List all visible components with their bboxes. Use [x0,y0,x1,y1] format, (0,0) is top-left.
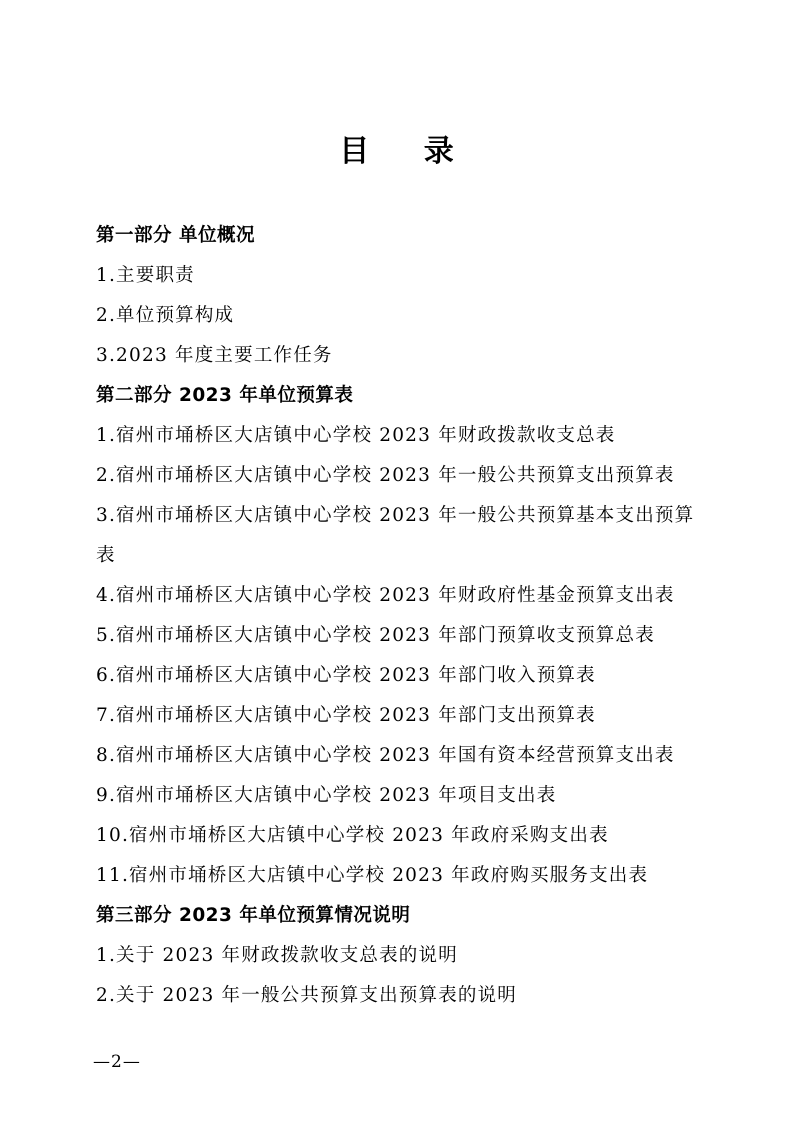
toc-item: 1.主要职责 [96,265,195,286]
toc-item: 2.宿州市埇桥区大店镇中心学校 2023 年一般公共预算支出预算表 [96,465,675,486]
toc-item: 7.宿州市埇桥区大店镇中心学校 2023 年部门支出预算表 [96,705,596,726]
toc-item: 5.宿州市埇桥区大店镇中心学校 2023 年部门预算收支预算总表 [96,625,655,646]
page-number: —2— [93,1052,141,1072]
toc-item: 2.单位预算构成 [96,305,235,326]
toc-item: 1.关于 2023 年财政拨款收支总表的说明 [96,945,458,966]
toc-item: 3.2023 年度主要工作任务 [96,345,333,366]
page-title: 目 录 [339,134,476,169]
toc-item: 2.关于 2023 年一般公共预算支出预算表的说明 [96,985,517,1006]
toc-item: 8.宿州市埇桥区大店镇中心学校 2023 年国有资本经营预算支出表 [96,745,675,766]
toc-item: 4.宿州市埇桥区大店镇中心学校 2023 年财政府性基金预算支出表 [96,585,675,606]
toc-item: 6.宿州市埇桥区大店镇中心学校 2023 年部门收入预算表 [96,665,596,686]
table-of-contents [96,216,708,1016]
toc-section-heading: 第二部分 2023 年单位预算表 [96,385,354,406]
toc-item: 3.宿州市埇桥区大店镇中心学校 2023 年一般公共预算基本支出预算表 [96,505,695,566]
toc-item: 9.宿州市埇桥区大店镇中心学校 2023 年项目支出表 [96,785,557,806]
toc-section-heading: 第一部分 单位概况 [96,225,255,246]
toc-item: 10.宿州市埇桥区大店镇中心学校 2023 年政府采购支出表 [96,825,609,846]
toc-section-heading: 第三部分 2023 年单位预算情况说明 [96,905,411,926]
toc-item: 1.宿州市埇桥区大店镇中心学校 2023 年财政拨款收支总表 [96,425,616,446]
toc-item: 11.宿州市埇桥区大店镇中心学校 2023 年政府购买服务支出表 [96,865,649,886]
